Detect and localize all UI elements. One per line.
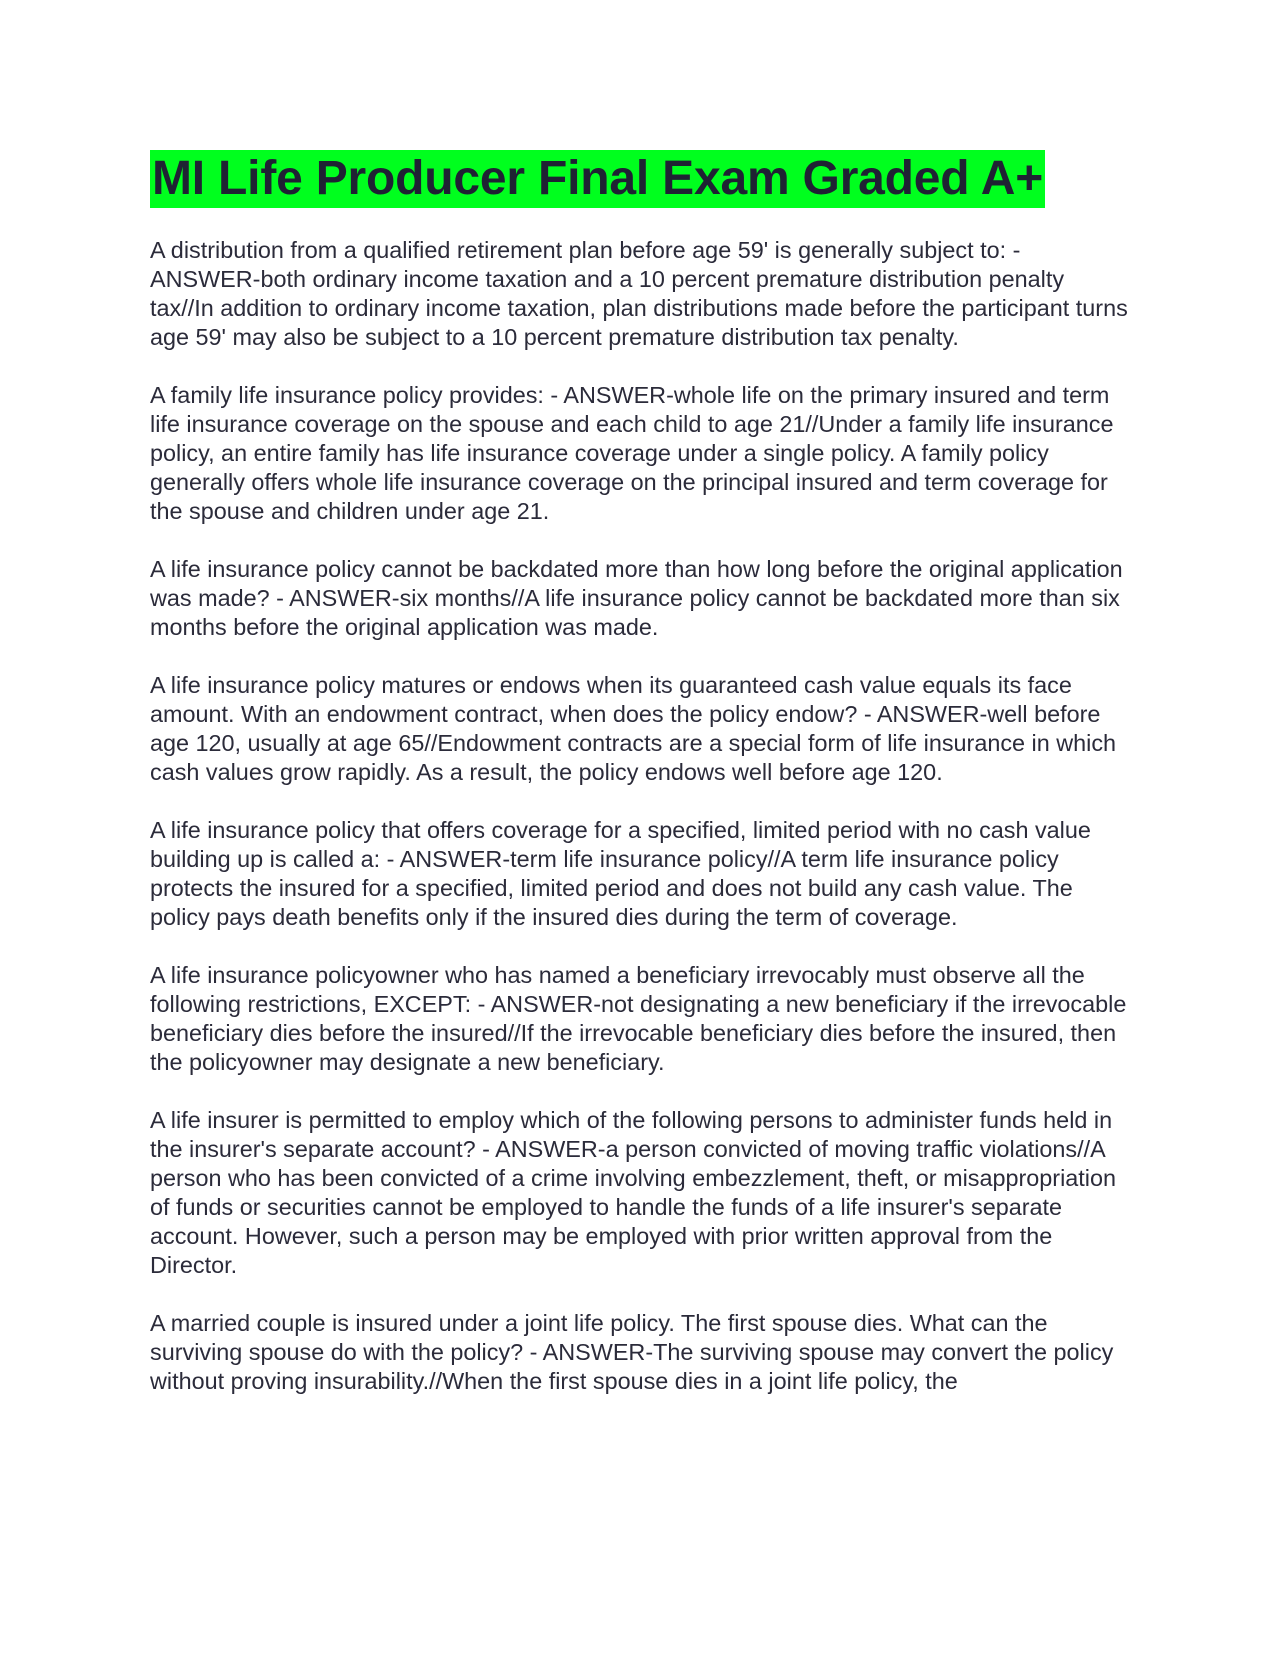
qa-paragraph-4: A life insurance policy matures or endows when its guaranteed cash value equals its face amount. With an endowment contract, when does the policy endow? - ANSWER-well before age 120, usually at age 65//Endowment contracts are a special form of life insurance in which cash values grow rapidly. As a result, the policy endows well before age 120. <box>150 672 1117 785</box>
qa-paragraph-1: A distribution from a qualified retirement plan before age 59' is generally subject to: - ANSWER-both ordinary income taxation and a 10 percent premature distribution penalty tax//In addition to ordinary income taxation, plan distributions made before the participant turns age 59' may also be subject to a 10 percent premature distribution tax penalty. <box>150 237 1128 350</box>
qa-paragraph-5: A life insurance policy that offers coverage for a specified, limited period with no cash value building up is called a: - ANSWER-term life insurance policy//A term life insurance policy protects the insured for a specified, limited period and does not build any cash value. The policy pays death benefits only if the insured dies during the term of coverage. <box>150 817 1091 930</box>
qa-paragraph-8: A married couple is insured under a joint life policy. The first spouse dies. What can the surviving spouse do with the policy? - ANSWER-The surviving spouse may convert the policy without proving insurability.//When the first spouse dies in a joint life policy, the <box>150 1310 1114 1394</box>
qa-paragraph-2: A family life insurance policy provides: - ANSWER-whole life on the primary insured and term life insurance coverage on the spouse and each child to age 21//Under a family life insurance policy, an entire family has life insurance coverage under a single policy. A family policy generally offers whole life insurance coverage on the principal insured and term coverage for the spouse and children under age 21. <box>150 382 1114 524</box>
document-page <box>150 150 1130 1425</box>
qa-paragraph-6: A life insurance policyowner who has named a beneficiary irrevocably must observe all the following restrictions, EXCEPT: - ANSWER-not designating a new beneficiary if the irrevocable beneficiary dies before the insured//If the irrevocable beneficiary dies before the insured, then the policyowner may designate a new beneficiary. <box>150 962 1127 1075</box>
document-title: MI Life Producer Final Exam Graded A+ <box>150 150 1045 208</box>
qa-paragraph-3: A life insurance policy cannot be backdated more than how long before the original application was made? - ANSWER-six months//A life insurance policy cannot be backdated more than six months before the original application was made. <box>150 556 1123 640</box>
title-block <box>150 150 1130 208</box>
qa-paragraph-7: A life insurer is permitted to employ which of the following persons to administer funds held in the insurer's separate account? - ANSWER-a person convicted of moving traffic violations//A person who has been convicted of a crime involving embezzlement, theft, or misappropriation of funds or securities cannot be employed to handle the funds of a life insurer's separate account. However, such a person may be employed with prior written approval from the Director. <box>150 1107 1117 1278</box>
